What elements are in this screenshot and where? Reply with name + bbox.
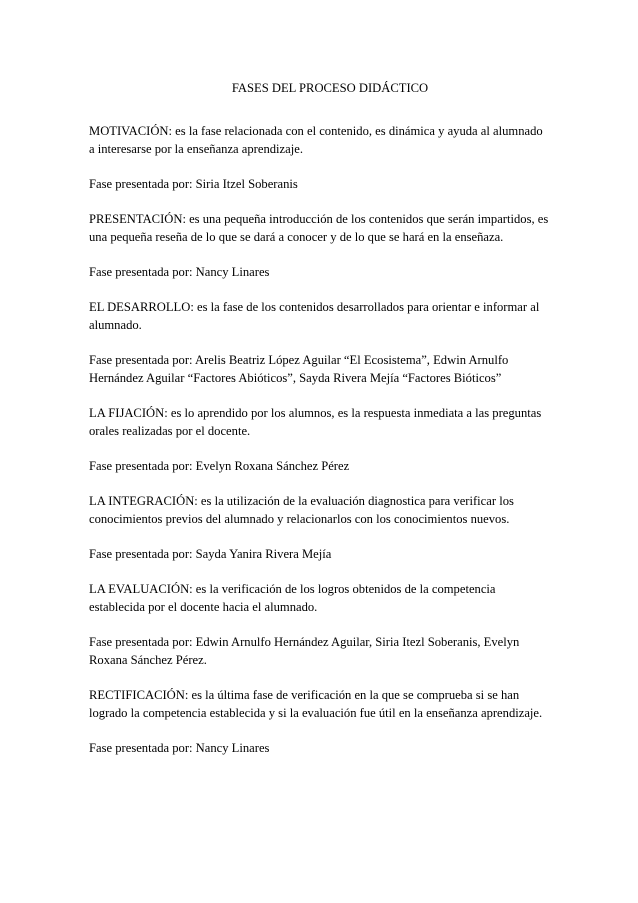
paragraph-presenter-fijacion: Fase presentada por: Evelyn Roxana Sánchez Pérez — [89, 459, 350, 473]
paragraph-presenter-desarrollo: Fase presentada por: Arelis Beatriz López Aguilar “El Ecosistema”, Edwin Arnulfo Hernández Aguilar “Factores Abióticos”, Sayda Rivera Mejía “Factores Bióticos” — [89, 353, 509, 385]
paragraph-motivacion: MOTIVACIÓN: es la fase relacionada con el contenido, es dinámica y ayuda al alumnado a interesarse por la enseñanza aprendizaje. — [89, 124, 543, 156]
paragraph-presenter-evaluacion: Fase presentada por: Edwin Arnulfo Hernández Aguilar, Siria Itezl Soberanis, Evelyn Roxana Sánchez Pérez. — [89, 635, 520, 667]
paragraph-presenter-presentacion: Fase presentada por: Nancy Linares — [89, 265, 270, 279]
paragraph-integracion: LA INTEGRACIÓN: es la utilización de la evaluación diagnostica para verificar los conocimientos previos del alumnado y relacionarlos con los conocimientos nuevos. — [89, 494, 514, 526]
paragraph-rectificacion: RECTIFICACIÓN: es la última fase de verificación en la que se comprueba si se han logrado la competencia establecida y si la evaluación fue útil en la enseñanza aprendizaje. — [89, 688, 543, 720]
paragraph-presentacion: PRESENTACIÓN: es una pequeña introducción de los contenidos que serán impartidos, es una pequeña reseña de lo que se dará a conocer y de lo que se hará en la enseñaza. — [89, 212, 549, 244]
paragraph-evaluacion: LA EVALUACIÓN: es la verificación de los logros obtenidos de la competencia establecida por el docente hacia el alumnado. — [89, 582, 496, 614]
document-content — [89, 79, 551, 774]
paragraph-desarrollo: EL DESARROLLO: es la fase de los contenidos desarrollados para orientar e informar al alumnado. — [89, 300, 540, 332]
paragraph-fijacion: LA FIJACIÓN: es lo aprendido por los alumnos, es la respuesta inmediata a las preguntas orales realizadas por el docente. — [89, 406, 542, 438]
paragraph-presenter-rectificacion: Fase presentada por: Nancy Linares — [89, 741, 270, 755]
document-title: FASES DEL PROCESO DIDÁCTICO — [231, 81, 429, 95]
paragraph-presenter-motivacion: Fase presentada por: Siria Itzel Soberanis — [89, 177, 298, 191]
paragraph-presenter-integracion: Fase presentada por: Sayda Yanira Rivera Mejía — [89, 547, 332, 561]
